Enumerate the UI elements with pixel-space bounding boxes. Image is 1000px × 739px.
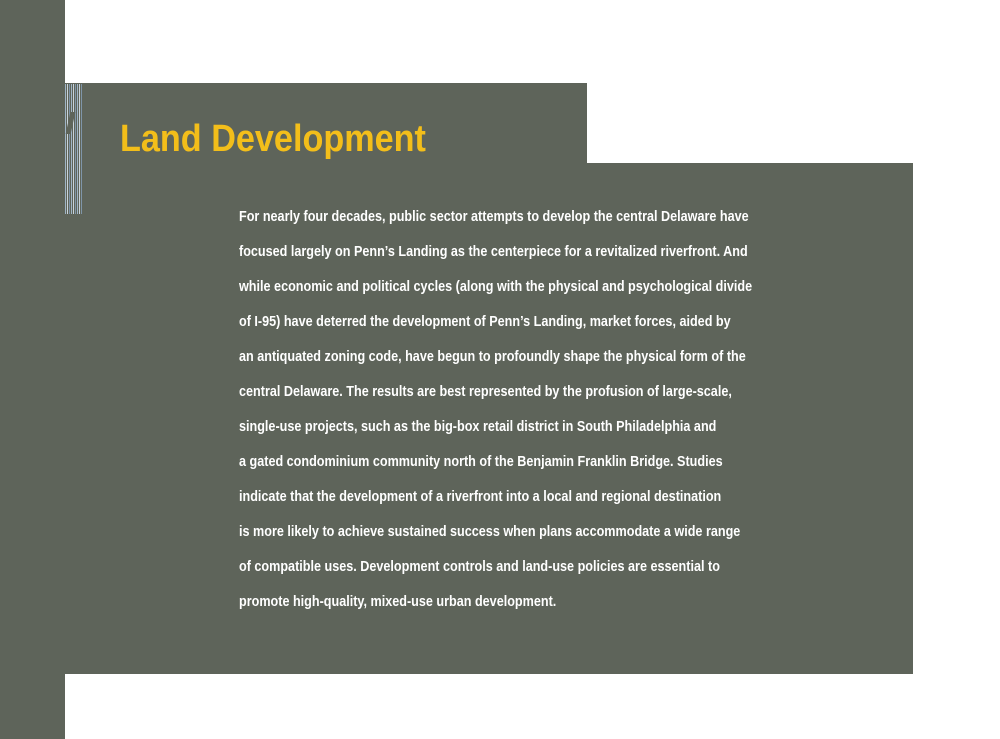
paragraph-line: focused largely on Penn’s Landing as the centerpiece for a revitalized riverfront. And: [239, 244, 748, 260]
paragraph-line: of compatible uses. Development controls and land-use policies are essential to: [239, 559, 720, 575]
paragraph-line: is more likely to achieve sustained success when plans accommodate a wide range: [239, 524, 741, 540]
paragraph-line: a gated condominium community north of the Benjamin Franklin Bridge. Studies: [239, 454, 723, 470]
paragraph-line: promote high-quality, mixed-use urban development.: [239, 594, 557, 610]
paragraph-line: an antiquated zoning code, have begun to profoundly shape the physical form of the: [239, 349, 746, 365]
paragraph-line: indicate that the development of a riverfront into a local and regional destination: [239, 489, 722, 505]
decorative-stripes: [65, 84, 83, 214]
paragraph-line: of I-95) have deterred the development of Penn’s Landing, market forces, aided by: [239, 314, 731, 330]
paragraph-line: while economic and political cycles (along with the physical and psychological divide: [239, 279, 753, 295]
paragraph-line: For nearly four decades, public sector attempts to develop the central Delaware have: [239, 209, 749, 225]
paragraph-line: central Delaware. The results are best represented by the profusion of large-scale,: [239, 384, 732, 400]
body-paragraph: [239, 200, 889, 620]
page-title: Land Development: [120, 118, 426, 160]
left-margin-band: [0, 0, 65, 739]
paragraph-line: single-use projects, such as the big-box retail district in South Philadelphia and: [239, 419, 717, 435]
